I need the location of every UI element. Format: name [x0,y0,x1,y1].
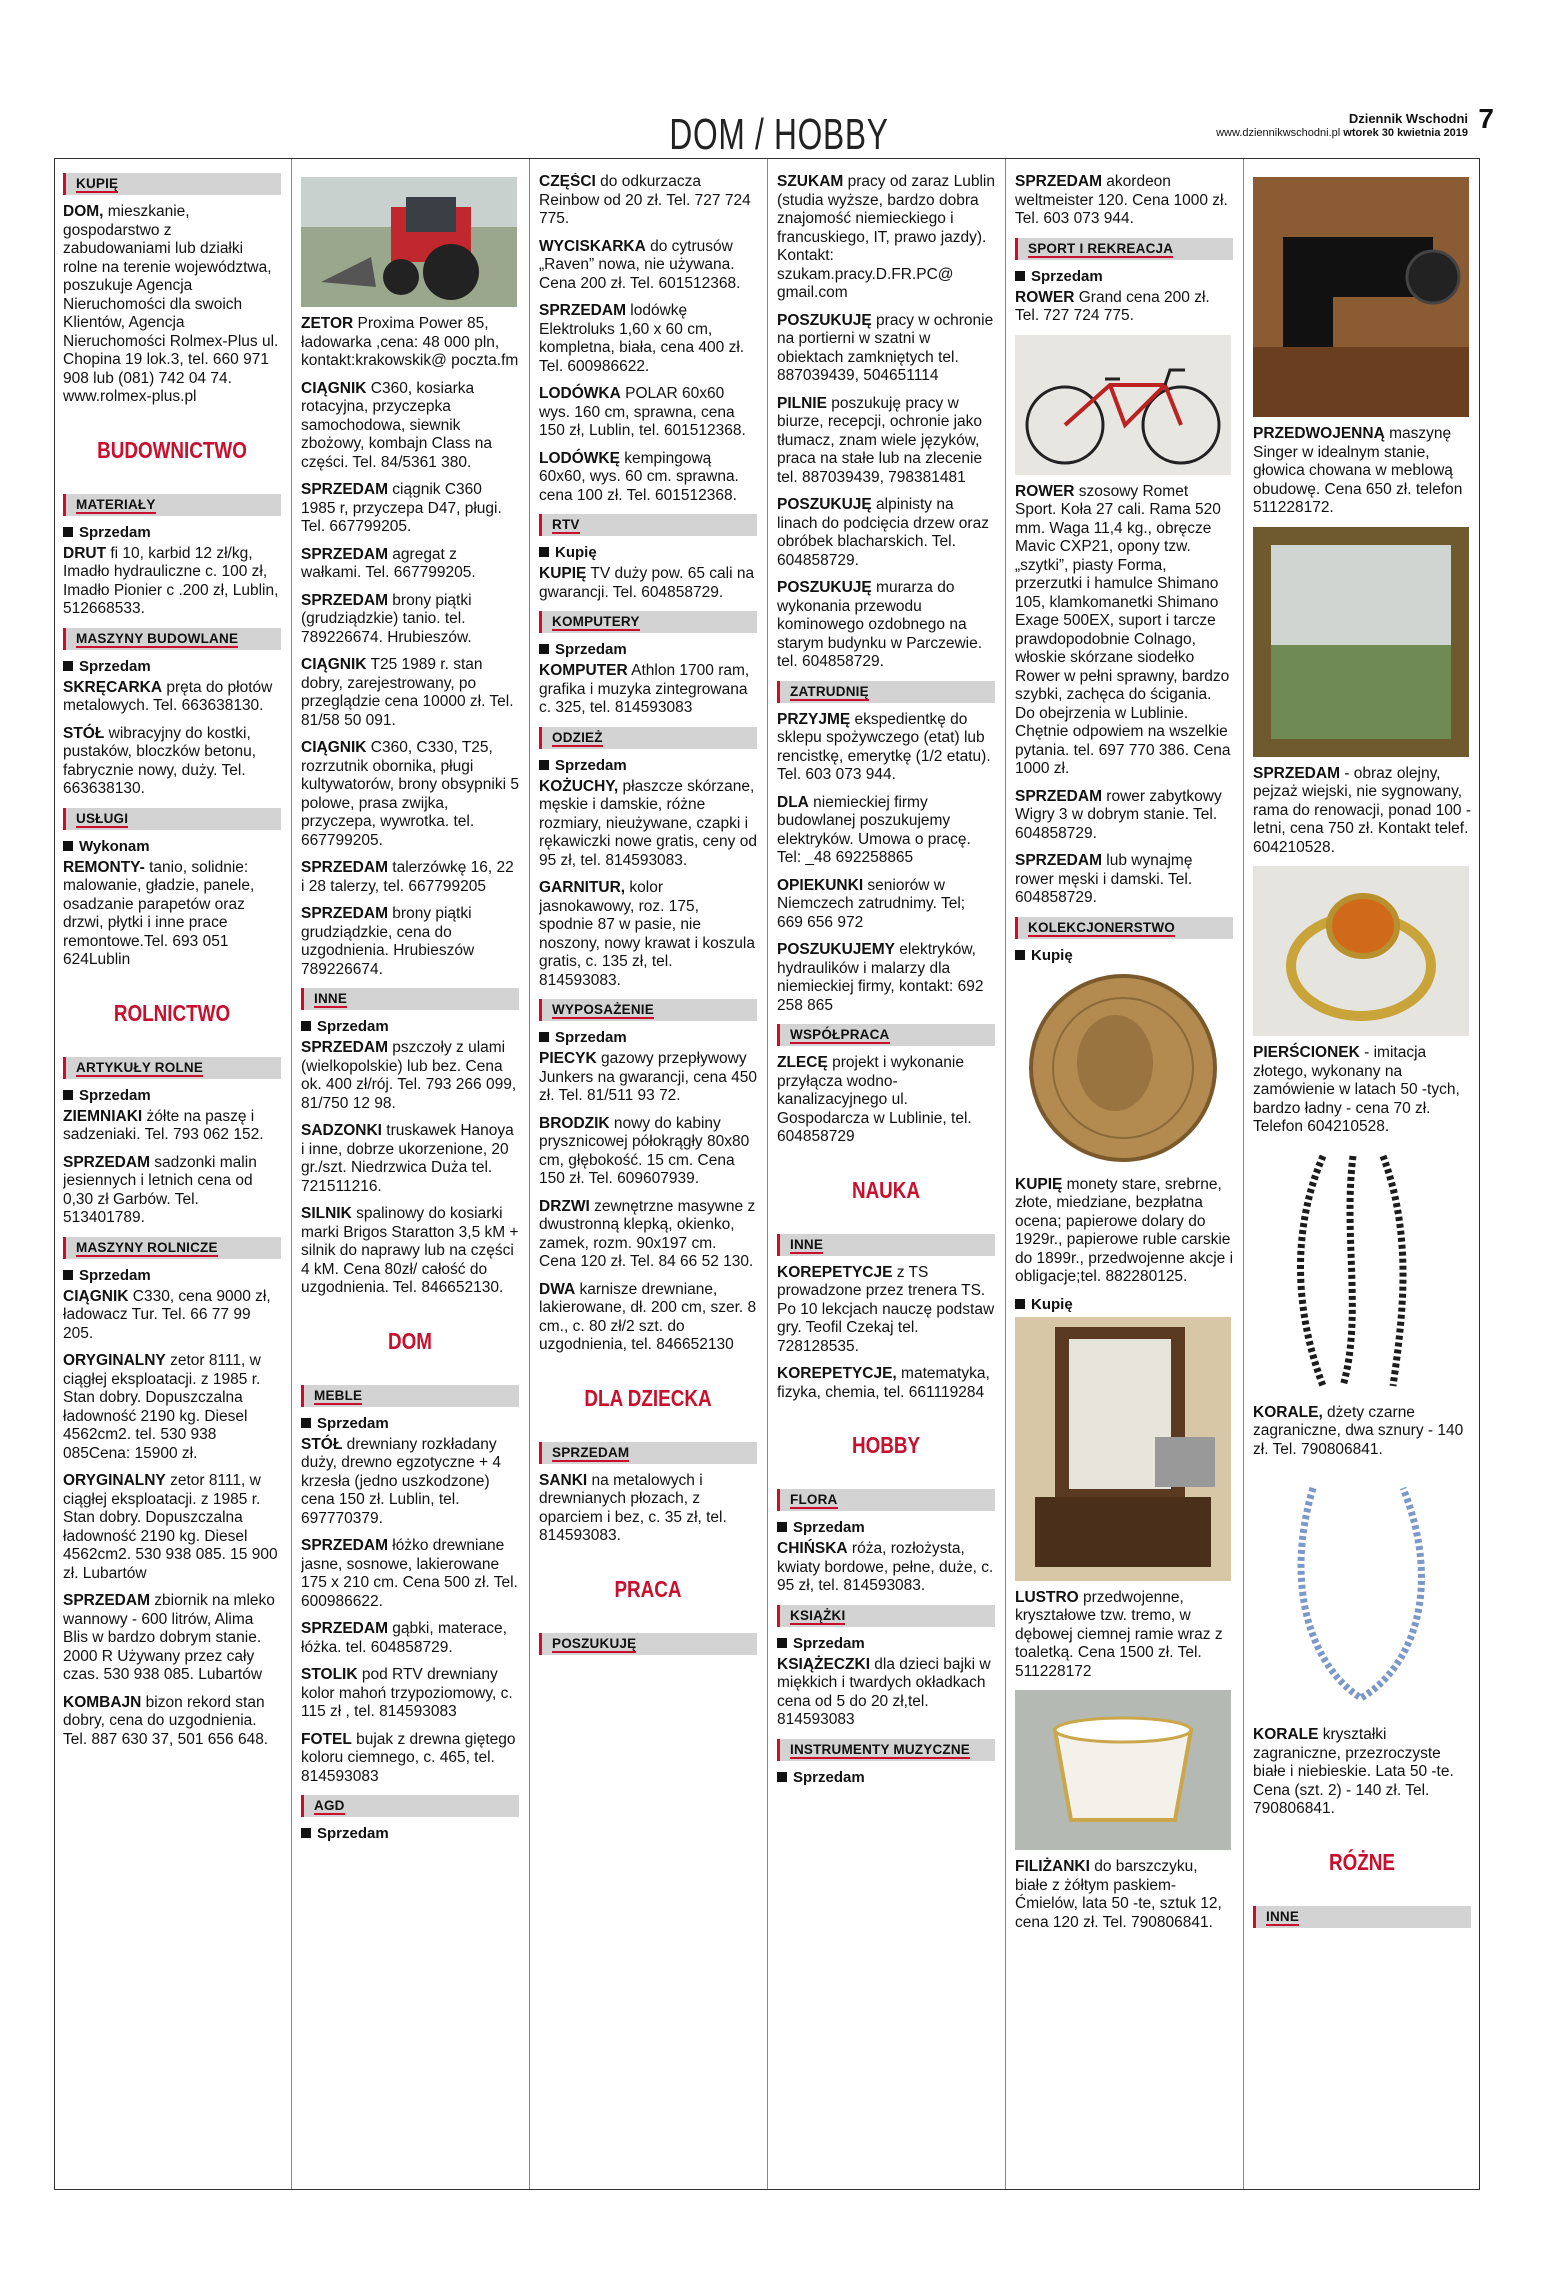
ad: SADZONKI truskawek Hanoya i inne, dobrze ukorzenione, 20 gr./szt. Niedrzwica Duża tel. 721511216. [301,1122,514,1195]
painting-photo [1253,527,1469,757]
ad: SPRZEDAM gąbki, materace, łóżka. tel. 604858729. [301,1620,507,1656]
ad: BRODZIK nowy do kabiny prysznicowej półokrągły 80x80 cm, głębokość. 15 cm. Cena 150 zł. Tel. 609607939. [539,1114,750,1187]
paper-name: Dziennik Wschodni [1348,111,1468,126]
ad: POSZUKUJĘ pracy w ochronie na portierni w szatni w obiektach zamkniętych tel. 887039439, 504651114 [777,311,994,384]
ad: KOREPETYCJE z TS prowadzone przez trenera TS. Po 10 lekcjach nauczę podstaw gry. Teofil Czekaj tel. 728128535. [777,1263,995,1355]
ad: DWA karnisze drewniane, lakierowane, dł. 200 cm, szer. 8 cm., c. 80 zł/2 szt. do uzgodnienia, tel. 846652130 [539,1280,757,1353]
ad: SPRZEDAM brony piątki (grudziądzkie) tanio. tel. 789226674. Hrubieszów. [301,591,472,646]
sewing-machine-photo [1253,177,1469,417]
ad: SKRĘCARKA pręta do płotów metalowych. Tel. 663638130. [63,678,273,714]
ad: POSZUKUJĘ alpinisty na linach do podcięcia drzew oraz obróbek blacharskich. Tel. 604858729. [777,496,989,569]
subsection-label: Sprzedam [777,1769,995,1786]
category-heading: DOM [387,1327,432,1354]
ad: PIECYK gazowy przepływowy Junkers na gwarancji, cena 450 zł. Tel. 81/511 93 72. [539,1050,757,1104]
ad: SILNIK spalinowy do kosiarki marki Brigos Staratton 3,5 kM + silnik do naprawy lub na części 4 kM. Cena 80zł/ całość do uzgodnienia. Tel. 846652130. [301,1205,519,1296]
category-heading: PRACA [614,1575,682,1602]
ad: ORYGINALNY zetor 8111, w ciągłej eksploatacji. z 1985 r. Stan dobry. Dopuszczalna ładowność 2190 kg. Diesel 4562cm2. 530 938 085. 15 900 zł. Lubartów [63,1472,278,1582]
ad: DRZWI zewnętrzne masywne z dwustronną klepką, okienko, zamek, rozm. 90x197 cm. Cena 120 zł. Tel. 84 66 52 130. [539,1197,756,1270]
subsection-label: Sprzedam [301,1018,519,1035]
section-header: RTV [539,514,757,536]
masthead [1216,103,1494,140]
ad: CIĄGNIK T25 1989 r. stan dobry, zarejestrowany, po przeglądzie cena 10000 zł. Tel. 81/58 50 091. [301,656,514,729]
section-header: INSTRUMENTY MUZYCZNE [777,1739,995,1761]
ad: SPRZEDAM lub wynajmę rower męski i damski. Tel. 604858729. [1015,852,1193,906]
ad: POSZUKUJĘ murarza do wykonania przewodu kominowego ozdobnego na starym budynku w Parczewie. tel. 604858729. [777,579,983,670]
section-header: ARTYKUŁY ROLNE [63,1057,281,1079]
section-header: ODZIEŻ [539,727,757,749]
subsection-label: Sprzedam [63,658,281,675]
subsection-label: Sprzedam [63,524,281,541]
ad: ZLECĘ projekt i wykonanie przyłącza wodno-kanalizacyjnego ul. Gospodarcza w Lublinie, tel. 604858729 [777,1054,972,1145]
ad: KORALE kryształki zagraniczne, przezroczyste białe i niebieskie. Lata 50 -te. Cena (szt. 2) - 140 zł. Tel. 790806841. [1253,1726,1454,1817]
ad: LODÓWKA POLAR 60x60 wys. 160 cm, sprawna, cena 150 zł, Lublin, tel. 601512368. [539,385,746,439]
site-url[interactable]: www.dziennikwschodni.pl [1216,127,1341,139]
ad: CZĘŚCI do odkurzacza Reinbow od 20 zł. Tel. 727 724 775. [539,173,751,227]
black-beads-photo [1253,1146,1469,1396]
ad: STOLIK pod RTV drewniany kolor mahoń trzypoziomowy, c. 115 zł , tel. 814593083 [301,1666,513,1720]
tractor-photo [301,177,517,307]
ad: FILIŻANKI do barszczyku, białe z żółtym paskiem- Ćmielów, lata 50 -te, sztuk 12, cena 120 zł. Tel. 790806841. [1015,1858,1222,1931]
section-header: KSIĄŻKI [777,1605,995,1627]
subsection-label: Kupię [1015,1296,1233,1313]
ad: OPIEKUNKI seniorów w Niemczech zatrudnimy. Tel; 669 656 972 [777,876,966,931]
ad: KOREPETYCJE, matematyka, fizyka, chemia, tel. 661119284 [777,1365,990,1401]
section-header: INNE [1253,1906,1471,1928]
subsection-label: Sprzedam [301,1415,519,1432]
category-heading: NAUKA [851,1176,921,1203]
coin-photo [1015,968,1231,1168]
ad: KOMBAJN bizon rekord stan dobry, cena do uzgodnienia. Tel. 887 630 37, 501 656 648. [63,1693,269,1748]
section-header: WYPOSAŻENIE [539,999,757,1021]
subsection-label: Sprzedam [1015,268,1233,285]
ad: REMONTY- tanio, solidnie: malowanie, gładzie, panele, osadzanie parapetów oraz drzwi, płytki i inne prace remontowe.Tel. 693 051 624Lublin [63,858,255,968]
section-header: AGD [301,1795,519,1817]
subsection-label: Sprzedam [539,757,757,774]
category-heading: BUDOWNICTWO [97,436,247,463]
subsection-label: Sprzedam [63,1087,281,1104]
section-header: MEBLE [301,1385,519,1407]
ad: SPRZEDAM rower zabytkowy Wigry 3 w dobrym stanie. Tel. 604858729. [1015,787,1222,842]
section-header: FLORA [777,1489,995,1511]
category-heading: RÓŻNE [1328,1848,1396,1875]
section-header: POSZUKUJĘ [539,1633,757,1655]
ad: DOM, mieszkanie, gospodarstwo z zabudowaniami lub działki rolne na terenie województwa, poszukuje Agencja Nieruchomości dla swoich Klientów, Agencja Nieruchomości Rolmex-Plus ul. Chopina 19 lok.3, tel. 660 971 908 lub (081) 742 04 74. www.rolmex-plus.pl [63,203,279,405]
ad: DLA niemieckiej firmy budowlanej poszukujemy elektryków. Umowa o pracę. Tel: _48 692258865 [777,793,971,866]
issue-date: wtorek 30 kwietnia 2019 [1343,127,1468,139]
ad: PRZEDWOJENNĄ maszynę Singer w idealnym stanie, głowica chowana w meblową obudowę. Cena 650 zł. telefon 511228172. [1253,425,1463,516]
ad: LODÓWKĘ kempingową 60x60, wys. 60 cm. sprawna. cena 100 zł. Tel. 601512368. [539,449,739,504]
subsection-label: Sprzedam [63,1267,281,1284]
ad: PRZYJMĘ ekspedientkę do sklepu spożywczego (etat) lub rencistkę, emerytkę (1/2 etatu). Tel. 603 073 944. [777,710,991,783]
section-header: MATERIAŁY [63,494,281,516]
subsection-label: Sprzedam [539,1029,757,1046]
page-number: 7 [1478,103,1494,134]
ad: CIĄGNIK C330, cena 9000 zł, ładowacz Tur. Tel. 66 77 99 205. [63,1287,271,1342]
ad: KUPIĘ monety stare, srebrne, złote, miedziane, bezpłatna ocena; papierowe dolary do 1929r., papierowe ruble carskie do 1899r., przedwojenne akcje i obligacje;tel. 882280125. [1015,1175,1233,1285]
ad: CIĄGNIK C360, C330, T25, rozrzutnik obornika, pługi kultywatorów, brony obsypniki 5 polowe, prasa zwijka, przyczepa, wywrotka. tel. 667799205. [301,739,519,849]
column-4 [777,173,995,1790]
ad: DRUT fi 10, karbid 12 zł/kg, Imadło hydrauliczne c. 100 zł, Imadło Pionier c .200 zł, Lublin, 512668533. [63,544,279,617]
ad: PIERŚCIONEK - imitacja złotego, wykonany na zamówienie w latach 50 -tych, bardzo ładny - cena 70 zł. Telefon 604210528. [1253,1044,1460,1135]
section-header: ZATRUDNIĘ [777,681,995,703]
section-header: SPORT I REKREACJA [1015,238,1233,260]
ad: WYCISKARKA do cytrusów „Raven” nowa, nie używana. Cena 200 zł. Tel. 601512368. [539,237,741,292]
ad: ROWER szosowy Romet Sport. Koła 27 cali. Rama 520 mm. Waga 11,4 kg., obręcze Mavic CXP21, opony tzw. „szytki”, piasty Forma, przerzutki i hamulce Shimano 105, klamkomanetki Shimano Exage 500EX, suport i tarcze prawdopodobnie Colnago, włoskie skórzane siodełko Rower w pełni sprawny, bardzo szybki, zachęca do ścigania. Do obejrzenia w Lublinie. Chętnie odpowiem na wszelkie pytania. tel. 697 770 386. Cena 1000 zł. [1015,482,1231,777]
column-1 [63,173,281,1758]
ad: KOŻUCHY, płaszcze skórzane, męskie i damskie, różne rozmiary, nieużywane, czapki i rękawiczki nowe gratis, ceny od 95 zł, tel. 814593083. [539,777,757,869]
ad: ROWER Grand cena 200 zł. Tel. 727 724 775. [1015,288,1210,324]
section-title: DOM / HOBBY [669,110,889,159]
ad: ZETOR Proxima Power 85, ładowarka ,cena: 48 000 pln, kontakt:krakowskik@ poczta.fm [301,315,519,369]
ad: SPRZEDAM sadzonki malin jesiennych i letnich cena od 0,30 zł Garbów. Tel. 513401789. [63,1153,257,1226]
ad: SPRZEDAM - obraz olejny, pejzaż wiejski, nie sygnowany, rama do renowacji, ponad 100 - letni, cena 750 zł. Kontakt telef. 604210528. [1253,764,1471,856]
section-header: USŁUGI [63,808,281,830]
mirror-photo [1015,1317,1231,1581]
ad: GARNITUR, kolor jasnokawowy, roz. 175, spodnie 87 w pasie, nie noszony, nowy krawat i koszula gratis, c. 135 zł, tel. 814593083. [539,879,755,989]
ad: SPRZEDAM zbiornik na mleko wannowy - 600 litrów, Alima Blis w bardzo dobrym stanie. 2000 R Używany przez cały czas. 530 938 085. Lubartów [63,1592,275,1683]
category-heading: HOBBY [851,1432,921,1458]
section-header: SPRZEDAM [539,1442,757,1464]
ad: SPRZEDAM pszczoły z ulami (wielkopolskie) lub bez. Cena ok. 400 zł/rój. Tel. 793 266 099, 81/750 12 98. [301,1039,517,1112]
ad: SPRZEDAM ciągnik C360 1985 r, przyczepa D47, pługi. Tel. 667799205. [301,481,502,535]
section-header: MASZYNY ROLNICZE [63,1237,281,1259]
section-header: KOLEKCJONERSTWO [1015,917,1233,939]
subsection-label: Sprzedam [777,1519,995,1536]
column-6 [1253,173,1471,1936]
ad: PILNIE poszukuję pracy w biurze, recepcji, ochronie jako tłumacz, znam wiele języków, praca na stałe lub na zlecenie tel. 887039439, 798381481 [777,394,983,486]
ad: FOTEL bujak z drewna giętego koloru ciemnego, c. 465, tel. 814593083 [301,1730,516,1785]
ad: KSIĄŻECZKI dla dzieci bajki w miękkich i twardych okładkach cena od 5 do 20 zł,tel. 814593083 [777,1655,991,1728]
ad: CIĄGNIK C360, kosiarka rotacyjna, przyczepka samochodowa, siewnik zbożowy, kombajn Class na części. Tel. 84/5361 380. [301,379,492,471]
ad: KOMPUTER Athlon 1700 ram, grafika i muzyka zintegrowana c. 325, tel. 814593083 [539,662,750,716]
section-header: MASZYNY BUDOWLANE [63,628,281,650]
ad: ZIEMNIAKI żółte na paszę i sadzeniaki. Tel. 793 062 152. [63,1107,264,1143]
section-header: INNE [301,988,519,1010]
column-3 [539,173,757,1663]
subsection-label: Wykonam [63,838,281,855]
ad: KUPIĘ TV duży pow. 65 cali na gwarancji. Tel. 604858729. [539,565,755,601]
ad: STÓŁ drewniany rozkładany duży, drewno egzotyczne + 4 krzesła (jedno uszkodzone) cena 150 zł. Lublin, tel. 697770379. [301,1435,502,1527]
section-header: INNE [777,1234,995,1256]
subsection-label: Kupię [539,544,757,561]
category-heading: DLA DZIECKA [584,1384,712,1411]
section-header: WSPÓŁPRACA [777,1024,995,1046]
ad: LUSTRO przedwojenne, kryształowe tzw. tremo, w dębowej ciemnej ramie wraz z toaletką. Cena 1500 zł. Tel. 511228172 [1015,1588,1223,1680]
ad: ORYGINALNY zetor 8111, w ciągłej eksploatacji. z 1985 r. Stan dobry. Dopuszczalna ładowność 2190 kg. Diesel 4562cm2. tel. 530 938 085Cena: 15900 zł. [63,1352,261,1462]
ad: SPRZEDAM talerzówkę 16, 22 i 28 talerzy, tel. 667799205 [301,859,514,895]
ad: SANKI na metalowych i drewnianych płozach, z oparciem i bez, c. 35 zł, tel. 814593083. [539,1471,727,1544]
subsection-label: Sprzedam [301,1825,519,1842]
ad: SPRZEDAM agregat z wałkami. Tel. 667799205. [301,545,476,581]
ad: SPRZEDAM brony piątki grudziądzkie, cena do uzgodnienia. Hrubieszów 789226674. [301,905,475,978]
ad: SZUKAM pracy od zaraz Lublin (studia wyższe, bardzo dobra znajomość niemieckiego i francuskiego, IT, prawo jazdy). Kontakt: szukam.pracy.D.FR.PC@ gmail.com [777,173,995,301]
ad: POSZUKUJEMY elektryków, hydraulików i malarzy dla niemieckiej firmy, kontakt: 692 258 865 [777,941,984,1014]
cups-photo [1015,1690,1231,1850]
classifieds-grid [54,158,1480,2190]
subsection-label: Kupię [1015,947,1233,964]
column-2 [301,173,519,1846]
ad: STÓŁ wibracyjny do kostki, pustaków, bloczków betonu, fabrycznie nowy, duży. Tel. 663638130. [63,724,257,797]
crystal-beads-photo [1253,1468,1469,1718]
section-header: KOMPUTERY [539,611,757,633]
section-header: KUPIĘ [63,173,281,195]
ad: KORALE, dżety czarne zagraniczne, dwa sznury - 140 zł. Tel. 790806841. [1253,1403,1464,1458]
ad: CHIŃSKA róża, rozłożysta, kwiaty bordowe, pełne, duże, c. 95 zł, tel. 814593083. [777,1540,994,1594]
subsection-label: Sprzedam [777,1635,995,1652]
ad: SPRZEDAM łóżko drewniane jasne, sosnowe, lakierowane 175 x 210 cm. Cena 500 zł. Tel. 600986622. [301,1537,518,1610]
category-heading: ROLNICTWO [113,999,231,1026]
bicycle-photo [1015,335,1231,475]
subsection-label: Sprzedam [539,641,757,658]
column-5 [1015,173,1233,1941]
ad: SPRZEDAM lodówkę Elektroluks 1,60 x 60 cm, kompletna, biała, cena 400 zł. Tel. 600986622. [539,302,745,375]
ring-photo [1253,866,1469,1036]
ad: SPRZEDAM akordeon weltmeister 120. Cena 1000 zł. Tel. 603 073 944. [1015,173,1228,227]
